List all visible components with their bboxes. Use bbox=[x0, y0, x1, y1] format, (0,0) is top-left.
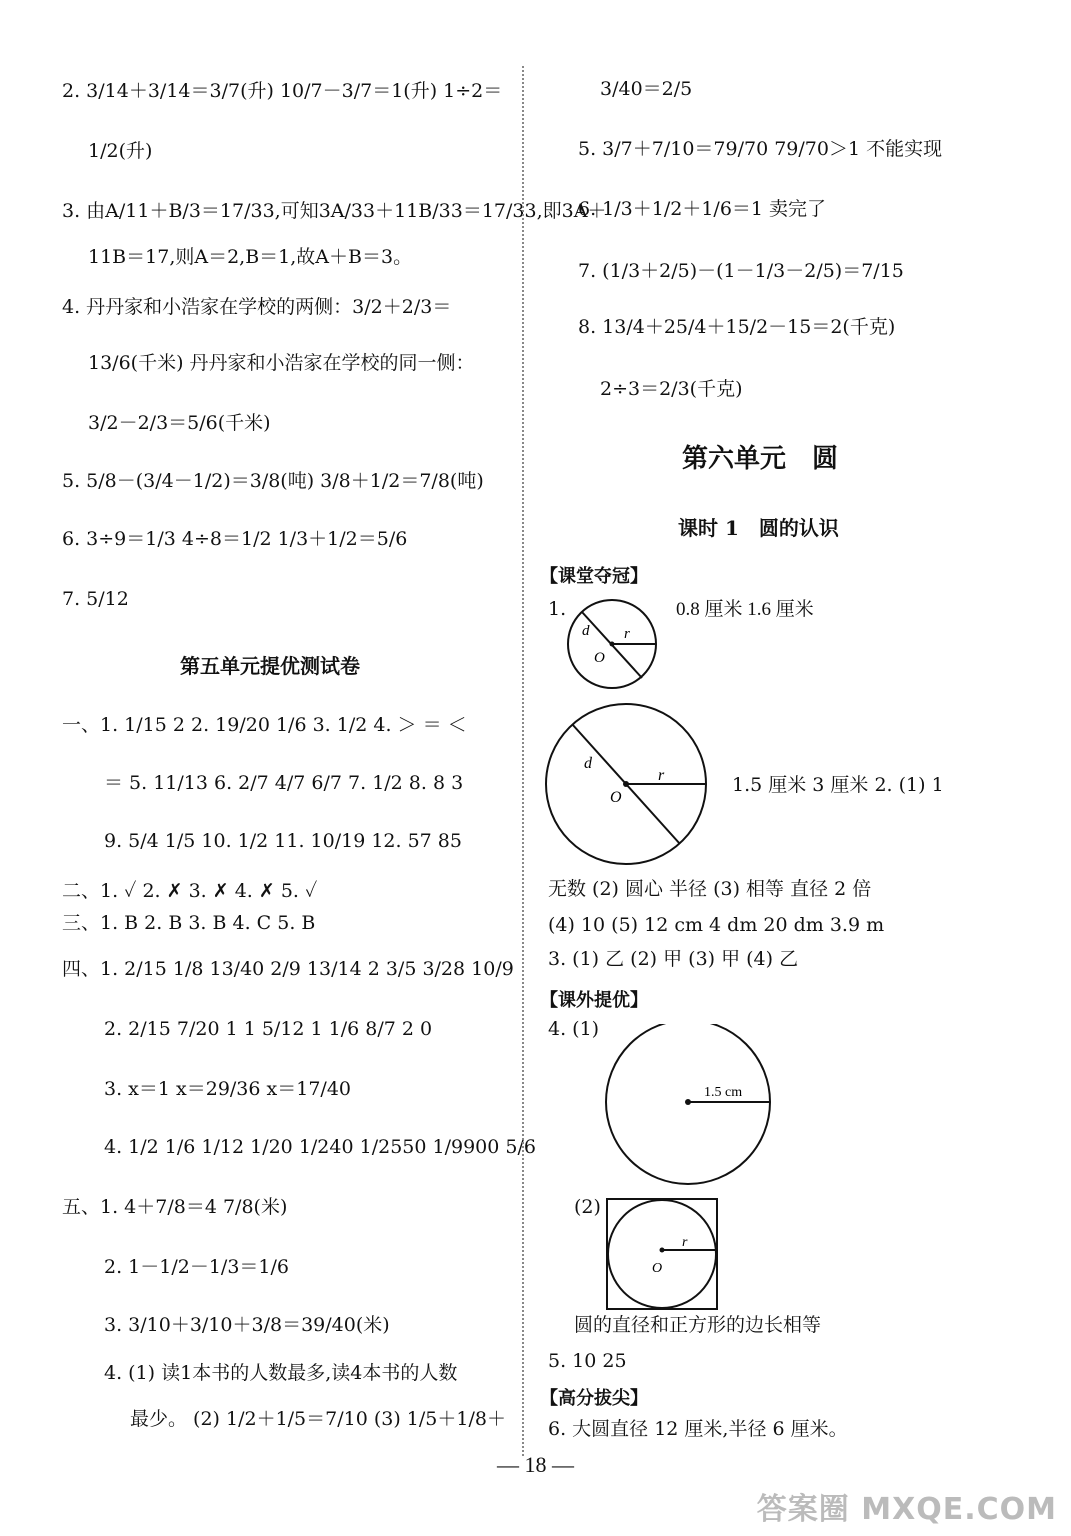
question-number: (2) bbox=[574, 1196, 601, 1218]
answer-line: 2. 3/14＋3/14＝3/7(升) 10/7－3/7＝1(升) 1÷2＝ bbox=[62, 80, 503, 102]
answer-line: 一、1. 1/15 2 2. 19/20 1/6 3. 1/2 4. ＞ ＝ ＜ bbox=[62, 714, 467, 736]
question-number: 1. bbox=[548, 598, 567, 620]
label-r: r bbox=[682, 1235, 688, 1250]
label-r: r bbox=[624, 626, 630, 642]
answer-line: 四、1. 2/15 1/8 13/40 2/9 13/14 2 3/5 3/28 10/9 bbox=[62, 958, 514, 980]
answer-line: 6. 1/3＋1/2＋1/6＝1 卖完了 bbox=[578, 198, 827, 220]
answer-line: 无数 (2) 圆心 半径 (3) 相等 直径 2 倍 bbox=[548, 878, 872, 900]
answer-line: 5. 3/7＋7/10＝79/70 79/70＞1 不能实现 bbox=[578, 138, 943, 160]
answer-line: 5. 10 25 bbox=[548, 1350, 627, 1372]
answer-line: 3. 3/10＋3/10＋3/8＝39/40(米) bbox=[104, 1314, 390, 1336]
column-divider bbox=[522, 66, 524, 1456]
lesson-title: 课时 1 圆的认识 bbox=[678, 516, 839, 540]
answer-line: 13/6(千米) 丹丹家和小浩家在学校的同一侧： bbox=[88, 352, 475, 374]
label-d: d bbox=[582, 623, 590, 639]
answer-line: 1/2(升) bbox=[88, 140, 153, 162]
answer-line: 6. 3÷9＝1/3 4÷8＝1/2 1/3＋1/2＝5/6 bbox=[62, 528, 408, 550]
unit-title: 第六单元 圆 bbox=[682, 444, 839, 474]
radius-label: 1.5 cm bbox=[704, 1085, 743, 1100]
answer-line: ＝ 5. 11/13 6. 2/7 4/7 6/7 7. 1/2 8. 8 3 bbox=[104, 772, 464, 794]
answer-line: 3. 由A/11＋B/3＝17/33,可知3A/33＋11B/33＝17/33,即3A＋ bbox=[62, 200, 607, 222]
answer-line: 8. 13/4＋25/4＋15/2－15＝2(千克) bbox=[578, 316, 896, 338]
tag-high-score: 【高分拔尖】 bbox=[540, 1388, 648, 1409]
answer-line: 0.8 厘米 1.6 厘米 bbox=[676, 599, 814, 620]
label-o: O bbox=[594, 650, 605, 666]
circle-radius-figure bbox=[602, 1024, 776, 1194]
answer-line: 4. 1/2 1/6 1/12 1/20 1/240 1/2550 1/9900 5/6 bbox=[104, 1136, 536, 1158]
tag-classroom: 【课堂夺冠】 bbox=[540, 566, 648, 587]
answer-line: 1.5 厘米 3 厘米 2. (1) 1 bbox=[732, 774, 944, 796]
answer-line: 5. 5/8－(3/4－1/2)＝3/8(吨) 3/8＋1/2＝7/8(吨) bbox=[62, 470, 484, 492]
answer-line: 3. (1) 乙 (2) 甲 (3) 甲 (4) 乙 bbox=[548, 948, 799, 970]
answer-line: 3/2－2/3＝5/6(千米) bbox=[88, 412, 271, 434]
answer-line: 最少。 (2) 1/2＋1/5＝7/10 (3) 1/5＋1/8＋ bbox=[130, 1408, 506, 1430]
section-title: 第五单元提优测试卷 bbox=[180, 654, 360, 678]
answer-line: 圆的直径和正方形的边长相等 bbox=[574, 1314, 822, 1336]
answer-line: 2÷3＝2/3(千克) bbox=[600, 378, 743, 400]
answer-line: 3. x＝1 x＝29/36 x＝17/40 bbox=[104, 1078, 351, 1100]
label-o: O bbox=[652, 1261, 663, 1276]
answer-line: 9. 5/4 1/5 10. 1/2 11. 10/19 12. 57 85 bbox=[104, 830, 462, 852]
small-circle-figure bbox=[560, 590, 670, 700]
answer-line: 7. (1/3＋2/5)－(1－1/3－2/5)＝7/15 bbox=[578, 260, 904, 282]
answer-line: 6. 大圆直径 12 厘米,半径 6 厘米。 bbox=[548, 1418, 848, 1440]
answer-line: 4. 丹丹家和小浩家在学校的两侧：3/2＋2/3＝ bbox=[62, 296, 452, 318]
answer-line: 三、1. B 2. B 3. B 4. C 5. B bbox=[62, 912, 316, 934]
label-d: d bbox=[584, 755, 592, 772]
answer-line: 11B＝17,则A＝2,B＝1,故A＋B＝3。 bbox=[88, 246, 413, 268]
answer-line: 3/40＝2/5 bbox=[600, 78, 693, 100]
answer-line: (4) 10 (5) 12 cm 4 dm 20 dm 3.9 m bbox=[548, 914, 885, 936]
answer-line: 2. 2/15 7/20 1 1 5/12 1 1/6 8/7 2 0 bbox=[104, 1018, 433, 1040]
label-r: r bbox=[658, 767, 665, 784]
answer-line: 4. (1) 读1本书的人数最多,读4本书的人数 bbox=[104, 1362, 458, 1384]
answer-line: 7. 5/12 bbox=[62, 588, 129, 610]
question-number: 4. (1) bbox=[548, 1018, 600, 1040]
watermark: 答案圈 MXQE.COM bbox=[756, 1492, 1057, 1527]
answer-line: 2. 1－1/2－1/3＝1/6 bbox=[104, 1256, 289, 1278]
tag-extracurricular: 【课外提优】 bbox=[540, 990, 648, 1011]
circle-in-square-figure bbox=[604, 1196, 720, 1312]
page-number: — 18 — bbox=[497, 1452, 574, 1477]
label-o: O bbox=[610, 789, 622, 806]
answer-line: 二、1. ✓ 2. ✗ 3. ✗ 4. ✗ 5. ✓ bbox=[62, 880, 318, 902]
answer-line: 五、1. 4＋7/8＝4 7/8(米) bbox=[62, 1196, 288, 1218]
large-circle-figure bbox=[542, 702, 722, 872]
